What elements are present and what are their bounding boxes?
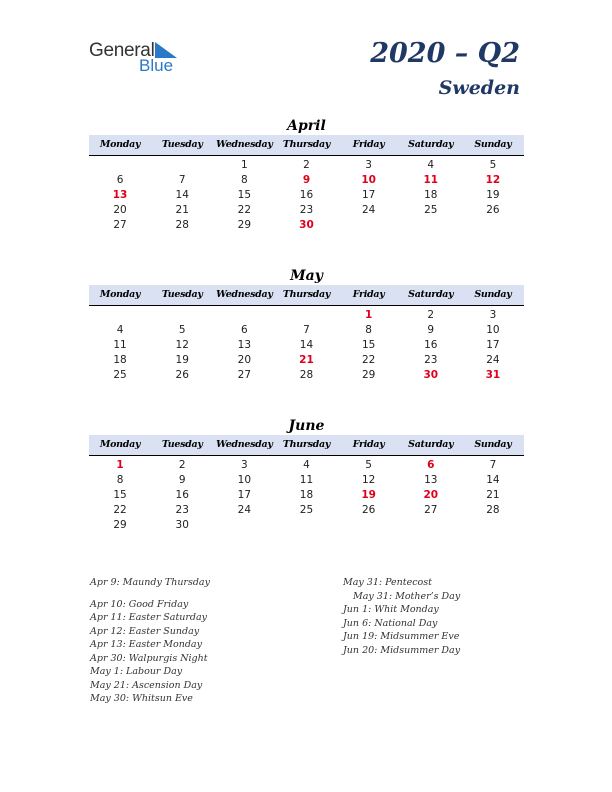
day-cell: 10 (361, 174, 376, 186)
weekday-label: Saturday (408, 289, 454, 300)
holiday-item: Apr 12: Easter Sunday (90, 625, 200, 637)
day-cell: 15 (113, 489, 127, 501)
day-cell: 2 (303, 159, 310, 171)
weekday-label: Thursday (282, 289, 331, 300)
weekday-label: Monday (99, 139, 141, 150)
day-cell: 17 (361, 189, 376, 201)
holiday-item: Apr 11: Easter Saturday (90, 612, 208, 623)
month-calendar-june (89, 417, 524, 533)
day-cell: 17 (486, 339, 500, 351)
day-cell: 21 (299, 354, 314, 366)
week-row (89, 203, 524, 218)
day-cell: 12 (175, 339, 189, 351)
day-cell: 16 (299, 189, 314, 201)
day-cell: 18 (299, 489, 314, 501)
logo-blue-text: Blue (139, 56, 174, 75)
day-cell: 7 (178, 174, 186, 186)
day-cell: 16 (424, 339, 438, 351)
day-cell: 26 (486, 204, 500, 216)
month-name: May (290, 268, 323, 284)
day-cell: 12 (485, 174, 501, 186)
week-row (89, 488, 524, 503)
day-cell: 16 (175, 489, 189, 501)
day-cell: 9 (427, 324, 435, 336)
day-cell: 28 (486, 504, 500, 516)
day-cell: 14 (175, 189, 189, 201)
day-cell: 26 (361, 504, 376, 516)
day-cell: 22 (237, 204, 252, 216)
day-cell: 23 (424, 354, 438, 366)
day-cell: 15 (361, 339, 376, 351)
day-cell: 5 (178, 324, 186, 336)
day-cell: 10 (486, 324, 500, 336)
day-cell: 31 (485, 369, 501, 381)
day-cell: 7 (489, 459, 497, 471)
day-cell: 30 (299, 219, 314, 231)
weekday-label: Saturday (408, 439, 454, 450)
day-cell: 13 (112, 189, 128, 201)
week-row (89, 518, 524, 533)
week-row (89, 188, 524, 203)
day-cell: 2 (178, 459, 186, 471)
day-cell: 18 (113, 354, 127, 366)
day-cell: 6 (427, 459, 435, 471)
holiday-item: Jun 19: Midsummer Eve (343, 631, 460, 642)
day-cell: 19 (361, 489, 376, 501)
day-cell: 12 (361, 474, 376, 486)
holiday-item: Jun 20: Midsummer Day (343, 644, 461, 656)
day-cell: 5 (365, 459, 372, 471)
day-cell: 11 (113, 339, 127, 351)
weekday-label: Thursday (282, 439, 331, 450)
weekday-label: Sunday (474, 439, 512, 450)
holiday-item: May 1: Labour Day (90, 666, 183, 677)
month-calendar-may (89, 267, 524, 383)
day-cell: 29 (237, 219, 252, 231)
weekday-label: Friday (352, 289, 385, 300)
day-cell: 24 (237, 504, 252, 516)
day-cell: 27 (113, 219, 127, 231)
day-cell: 4 (427, 159, 435, 171)
country-name: Sweden (438, 77, 520, 99)
day-cell: 29 (361, 369, 376, 381)
day-cell: 25 (424, 204, 438, 216)
day-cell: 4 (303, 459, 310, 471)
day-cell: 1 (241, 159, 248, 171)
day-cell: 2 (427, 309, 435, 321)
day-cell: 30 (175, 519, 189, 531)
weekday-label: Tuesday (161, 289, 203, 300)
day-cell: 17 (237, 489, 252, 501)
week-row (89, 323, 524, 338)
weekday-label: Wednesday (216, 439, 273, 450)
day-cell: 26 (175, 369, 189, 381)
holiday-list-left (90, 576, 210, 706)
day-cell: 27 (424, 504, 438, 516)
week-row (89, 368, 524, 383)
day-cell: 25 (299, 504, 314, 516)
weekday-label: Saturday (408, 139, 454, 150)
day-cell: 22 (361, 354, 376, 366)
month-name: June (288, 418, 325, 434)
day-cell: 28 (175, 219, 189, 231)
holiday-list-right (343, 576, 460, 657)
day-cell: 29 (113, 519, 127, 531)
week-row (89, 218, 524, 233)
week-row (89, 458, 524, 473)
page-title: 2020 – Q2 (370, 38, 520, 69)
logo (89, 40, 189, 76)
day-cell: 13 (237, 339, 252, 351)
day-cell: 19 (486, 189, 500, 201)
day-cell: 13 (424, 474, 438, 486)
day-cell: 3 (365, 159, 372, 171)
month-calendar-april (89, 117, 524, 233)
week-row (89, 503, 524, 518)
holiday-item: May 31: Pentecost (343, 577, 432, 588)
holiday-item: Apr 30: Walpurgis Night (90, 652, 208, 664)
holiday-item: Apr 10: Good Friday (90, 598, 189, 610)
weekday-header (89, 285, 524, 306)
weekday-label: Tuesday (161, 439, 203, 450)
weekday-label: Monday (99, 439, 141, 450)
weekday-header (89, 135, 524, 156)
holiday-item: Apr 9: Maundy Thursday (90, 577, 210, 588)
day-cell: 7 (303, 324, 310, 336)
day-cell: 8 (365, 324, 372, 336)
day-cell: 24 (361, 204, 376, 216)
holiday-item: Apr 13: Easter Monday (90, 639, 202, 650)
day-cell: 28 (299, 369, 314, 381)
day-cell: 27 (237, 369, 252, 381)
day-cell: 10 (237, 474, 252, 486)
day-cell: 24 (486, 354, 500, 366)
logo-general-text: General (89, 40, 155, 61)
holiday-item: May 21: Ascension Day (90, 679, 203, 691)
week-row (89, 353, 524, 368)
weekday-label: Sunday (474, 139, 512, 150)
holiday-item: May 30: Whitsun Eve (90, 693, 193, 704)
day-cell: 20 (237, 354, 252, 366)
holiday-item: May 31: Mother’s Day (353, 590, 461, 602)
day-cell: 6 (241, 324, 248, 336)
day-cell: 18 (424, 189, 438, 201)
day-cell: 22 (113, 504, 127, 516)
weekday-label: Thursday (282, 139, 331, 150)
day-cell: 11 (423, 174, 439, 186)
day-cell: 1 (364, 309, 373, 321)
day-cell: 5 (489, 159, 497, 171)
holiday-item: Jun 1: Whit Monday (343, 604, 439, 615)
weekday-label: Wednesday (216, 289, 273, 300)
day-cell: 8 (241, 174, 248, 186)
day-cell: 19 (175, 354, 189, 366)
weekday-label: Wednesday (216, 139, 273, 150)
day-cell: 3 (489, 309, 497, 321)
day-cell: 8 (116, 474, 124, 486)
holiday-item: Jun 6: National Day (343, 617, 438, 629)
day-cell: 23 (299, 204, 314, 216)
weekday-label: Friday (352, 139, 385, 150)
day-cell: 15 (237, 189, 252, 201)
month-name: April (287, 118, 326, 134)
day-cell: 25 (113, 369, 127, 381)
day-cell: 21 (486, 489, 500, 501)
day-cell: 1 (116, 459, 124, 471)
week-row (89, 158, 524, 173)
day-cell: 14 (299, 339, 314, 351)
day-cell: 20 (113, 204, 127, 216)
weekday-label: Sunday (474, 289, 512, 300)
day-cell: 21 (175, 204, 189, 216)
weekday-label: Monday (99, 289, 141, 300)
week-row (89, 338, 524, 353)
day-cell: 30 (423, 369, 439, 381)
day-cell: 3 (241, 459, 248, 471)
week-row (89, 473, 524, 488)
week-row (89, 173, 524, 188)
weekday-header (89, 435, 524, 456)
day-cell: 9 (178, 474, 186, 486)
day-cell: 11 (299, 474, 314, 486)
week-row (89, 308, 524, 323)
weekday-label: Friday (352, 439, 385, 450)
day-cell: 23 (175, 504, 189, 516)
weekday-label: Tuesday (161, 139, 203, 150)
day-cell: 9 (302, 174, 311, 186)
day-cell: 4 (116, 324, 124, 336)
day-cell: 6 (116, 174, 124, 186)
day-cell: 14 (486, 474, 500, 486)
day-cell: 20 (423, 489, 439, 501)
